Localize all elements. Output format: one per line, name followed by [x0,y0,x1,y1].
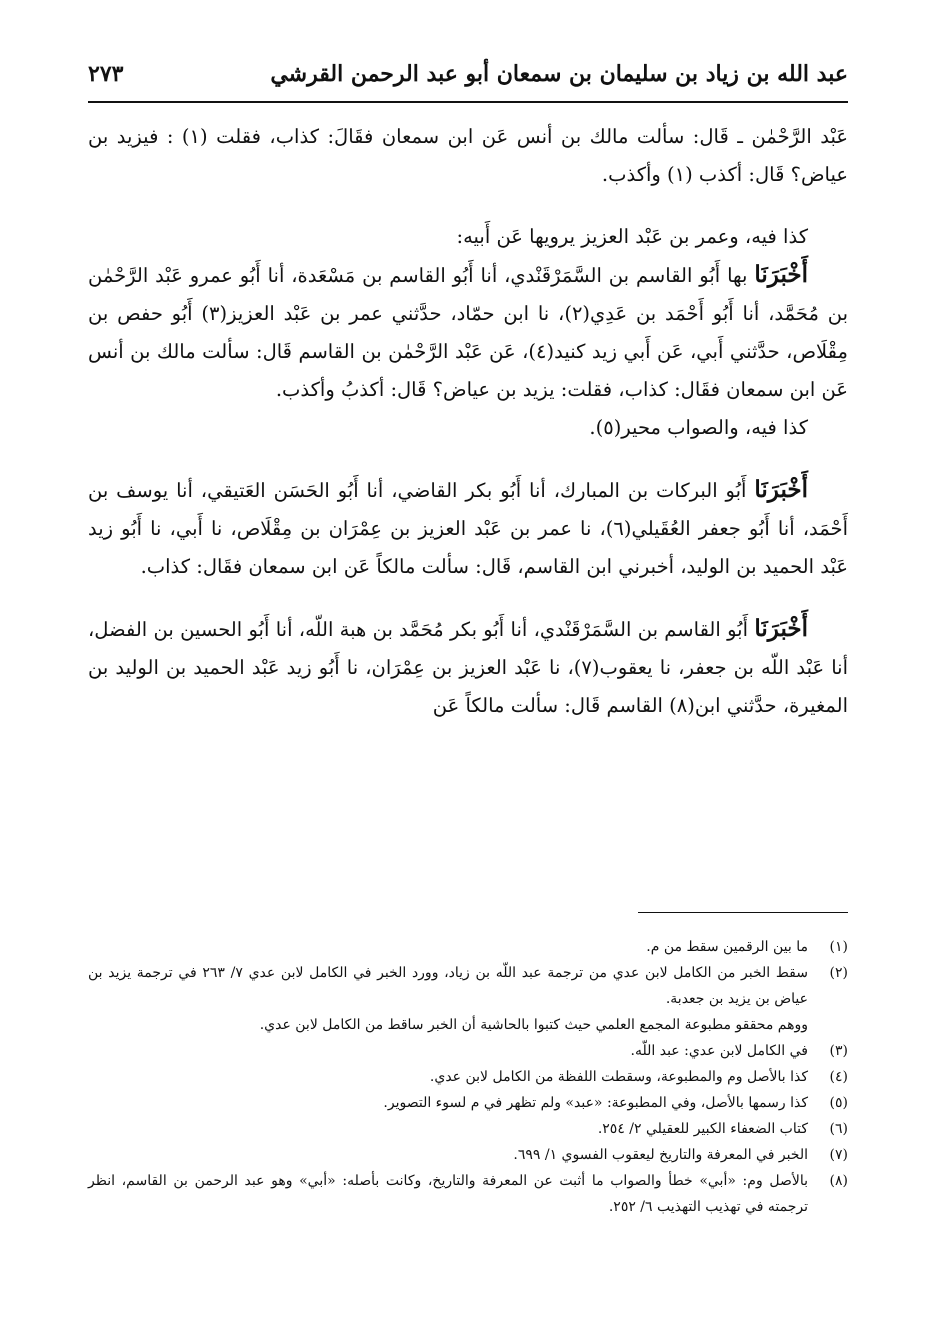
footnote-number: (٣) [829,1043,848,1059]
paragraph-gap [88,586,848,610]
paragraph-text: عَبْد الرَّحْمٰن ـ قَال: سألت مالك بن أنس عَن ابن سمعان فقَالَ: كذاب، فقلت (١) : فيزيد بن عياض؟ قَال: أكذب (١) وأكذب. [88,125,848,186]
footnote-2 [88,960,848,1012]
footnote-number: (٢) [829,965,848,981]
paragraph-gap [88,447,848,471]
footnotes [88,934,848,1220]
footnote-text: بالأصل وم: «أبي» خطأ والصواب ما أثبت عن المعرفة والتاريخ، وكانت بأصله: «أبي» وهو عبد الرحمن بن القاسم، انظر ترجمته في تهذيب التهذيب ٦/ ٢٥٢. [88,1173,808,1215]
running-title: عبد الله بن زياد بن سليمان بن سمعان أبو عبد الرحمن القرشي [270,61,848,87]
footnote-number: (٦) [829,1121,848,1137]
lead-word: أَخْبَرَنَا [754,615,808,642]
paragraph-text: أَبُو القاسم بن السَّمَرْقَنْدي، أنا أَبُو بكر مُحَمَّد بن هبة اللّه، أنا أَبُو الحسين بن الفضل، أنا عَبْد اللّه بن جعفر، نا يعقوب(٧)، نا عَبْد العزيز بن عِمْرَان، نا أَبُو زيد عَبْد الحميد بن الوليد بن المغيرة، حدَّثني ابن(٨) القاسم قَال: سألت مالكاً عَن [88,618,848,717]
footnote-text: سقط الخبر من الكامل لابن عدي من ترجمة عبد اللّه بن زياد، وورد الخبر في الكامل لابن عدي ٧/ ٢٦٣ في ترجمة يزيد بن عياض بن يزيد بن جعدبة. [88,965,808,1007]
paragraph-1 [88,118,848,194]
paragraph-text: كذا فيه، وعمر بن عَبْد العزيز يرويها عَن أَبيه: [456,225,808,248]
lead-word: أَخْبَرَنَا [754,261,808,288]
paragraph-4 [88,409,848,447]
paragraph-text: بها أَبُو القاسم بن السَّمَرْقَنْدي، أنا أَبُو القاسم بن مَسْعَدة، أنا أَبُو عمرو عَبْد الرَّحْمٰن بن مُحَمَّد، أنا أَبُو أَحْمَد بن عَدِي(٢)، نا ابن حمّاد، حدَّثني عمر بن عَبْد العزيز(٣) أَبُو حفص بن مِقْلَاص، حدَّثني أَبي، عَن أَبي زيد كنيد(٤)، عَن عَبْد الرَّحْمٰن بن القاسم قَال: سألت مالك بن أنس عَن ابن سمعان فقَال: كذاب، فقلت: يزيد بن عياض؟ قَال: أكذبُ وأكذب. [88,264,849,401]
footnote-number [808,1012,848,1038]
paragraph-gap [88,194,848,218]
footnote-separator [638,912,848,913]
footnote-1 [88,934,848,960]
paragraph-3 [88,256,848,409]
paragraph-text: كذا فيه، والصواب محير(٥). [589,416,808,439]
paragraph-text: أَبُو البركات بن المبارك، أنا أَبُو بكر القاضي، أنا أَبُو الحَسَن العَتيقي، أنا يوسف بن أَحْمَد، أنا أَبُو جعفر العُقَيلي(٦)، نا عمر بن عَبْد العزيز بن عِمْرَان بن مِقْلَاص، نا أَبي، نا أَبُو زيد عَبْد الحميد بن الوليد، أخبرني ابن القاسم، قَال: سألت مالكاً عَن ابن سمعان فقَال: كذاب. [88,479,848,578]
paragraph-6 [88,610,848,725]
footnote-text: الخبر في المعرفة والتاريخ ليعقوب الفسوي ١/ ٦٩٩. [513,1147,808,1163]
footnote-2-continued [88,1012,848,1038]
footnote-text: ووهم محققو مطبوعة المجمع العلمي حيث كتبوا بالحاشية أن الخبر ساقط من الكامل لابن عدي. [259,1017,808,1033]
footnote-text: كذا رسمها بالأصل، وفي المطبوعة: «عبد» ولم تظهر في م لسوء التصوير. [383,1095,808,1111]
footnote-6 [88,1116,848,1142]
main-text [88,118,848,725]
page-number: ٢٧٣ [88,61,124,87]
footnote-4 [88,1064,848,1090]
page-header [88,55,848,103]
paragraph-5 [88,471,848,586]
footnote-number: (٧) [829,1147,848,1163]
footnote-3 [88,1038,848,1064]
footnote-number: (٥) [829,1095,848,1111]
footnote-text: في الكامل لابن عدي: عبد اللّه. [630,1043,808,1059]
footnote-text: ما بين الرقمين سقط من م. [646,939,808,955]
footnote-7 [88,1142,848,1168]
paragraph-2 [88,218,848,256]
footnote-text: كذا بالأصل وم والمطبوعة، وسقطت اللفظة من الكامل لابن عدي. [429,1069,808,1085]
footnote-number: (٨) [829,1173,848,1189]
footnote-number: (١) [829,939,848,955]
lead-word: أَخْبَرَنَا [754,476,808,503]
footnote-text: كتاب الضعفاء الكبير للعقيلي ٢/ ٢٥٤. [597,1121,808,1137]
footnote-8 [88,1168,848,1220]
footnote-number: (٤) [829,1069,848,1085]
footnote-5 [88,1090,848,1116]
